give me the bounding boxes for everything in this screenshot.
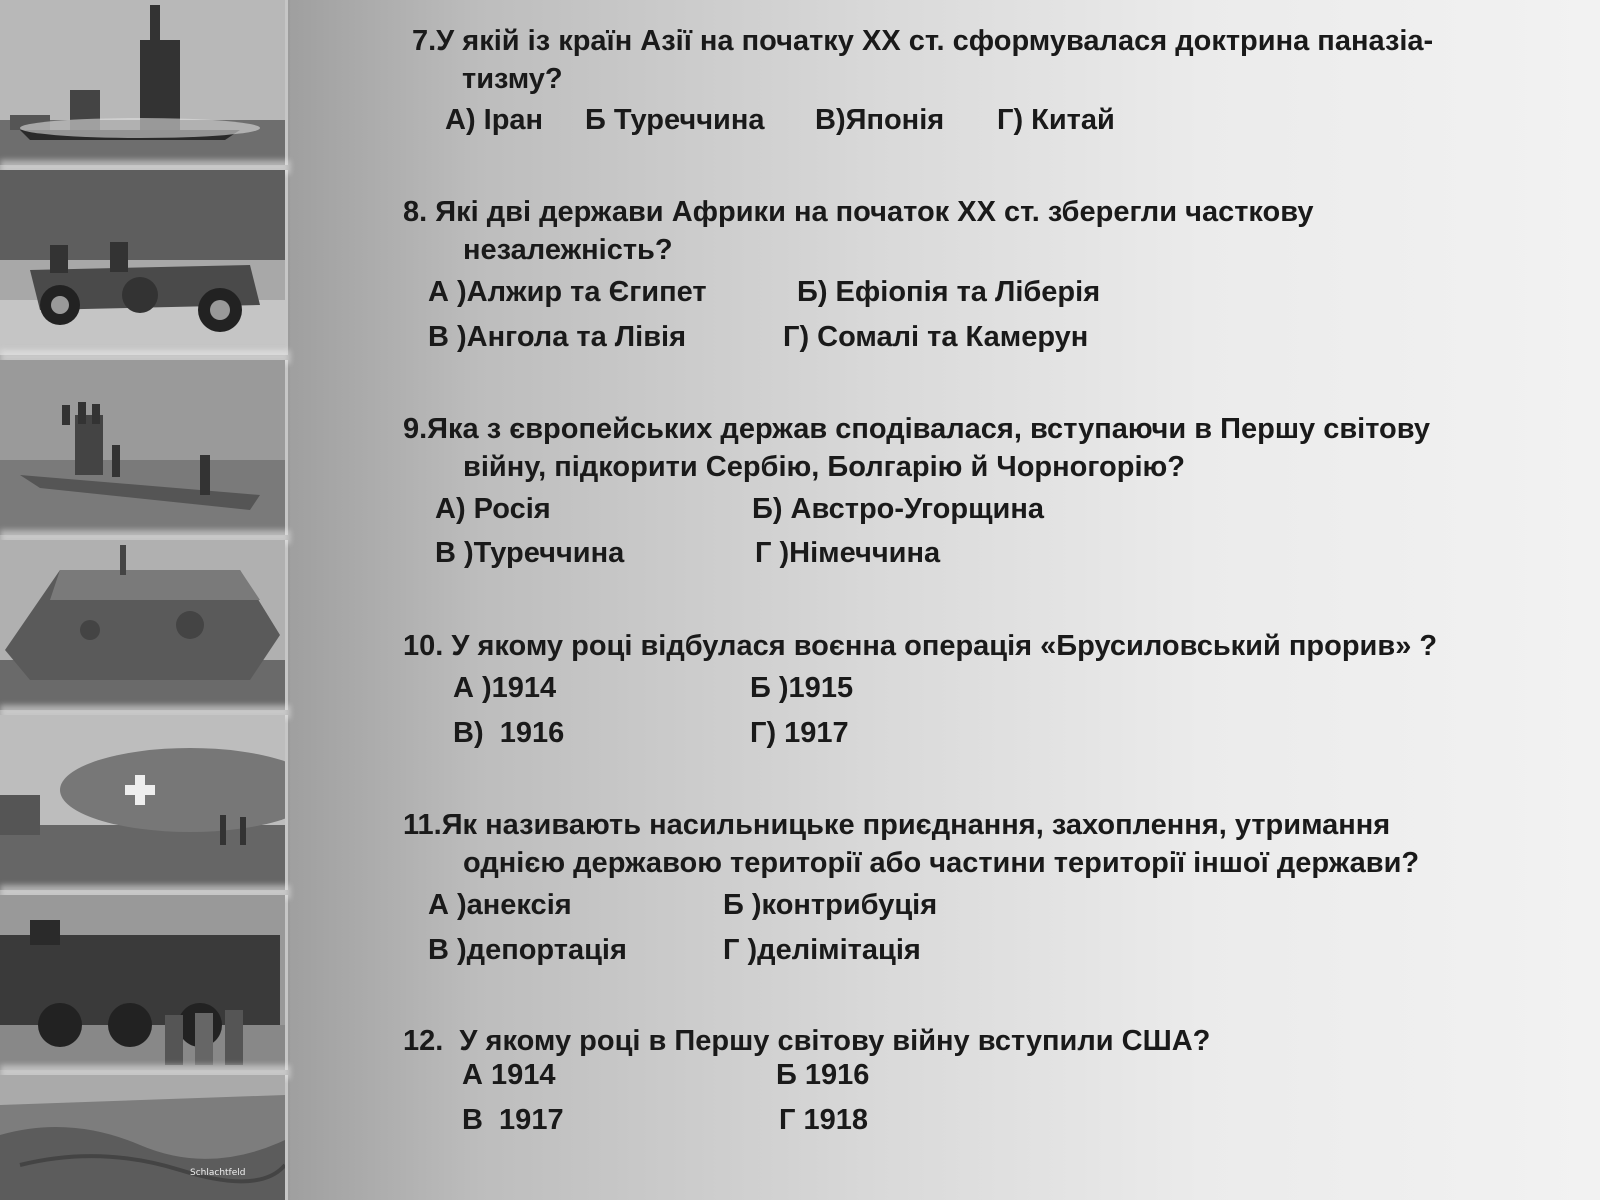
answer-option-c[interactable]: В)Японія: [815, 104, 945, 136]
question-7-line2: тизму?: [462, 63, 563, 95]
question-9-line2: війну, підкорити Сербію, Болгарію й Чорногорію?: [463, 451, 1186, 483]
answer-option-a[interactable]: А )Алжир та Єгипет: [428, 276, 707, 308]
question-12: [400, 1022, 1580, 1150]
answer-option-c[interactable]: В )депортація: [428, 934, 627, 966]
answer-option-c[interactable]: В )Туреччина: [435, 537, 625, 569]
car-photo: [0, 170, 288, 355]
answer-option-c[interactable]: В) 1916: [453, 717, 565, 749]
question-9: [400, 410, 1580, 576]
quiz-content: [400, 20, 1580, 1180]
question-10-line1: 10. У якому році відбулася воєнна операція «Брусиловський прорив» ?: [403, 630, 1438, 662]
answer-option-a[interactable]: А) Іран: [445, 104, 544, 136]
photo-sidebar: [0, 0, 290, 1200]
question-11-options: [400, 882, 1580, 972]
answer-option-b[interactable]: Б )1915: [750, 672, 854, 704]
answer-option-b[interactable]: Б 1916: [776, 1059, 870, 1091]
question-7: [400, 22, 1580, 142]
answer-option-a[interactable]: А) Росія: [435, 493, 551, 525]
question-8-line2: незалежність?: [463, 234, 673, 266]
question-11-line2: однією державою території або частини території іншої держави?: [463, 847, 1420, 879]
answer-option-b[interactable]: Б )контрибуція: [723, 889, 938, 921]
answer-option-c[interactable]: В )Ангола та Лівія: [428, 321, 687, 353]
answer-option-b[interactable]: Б) Австро-Угорщина: [752, 493, 1045, 525]
question-7-line1: 7.У якій із країн Азії на початку XX ст. сформувалася доктрина паназіа-: [412, 25, 1434, 57]
answer-option-b[interactable]: Б) Ефіопія та Ліберія: [797, 276, 1101, 308]
question-7-options: [400, 98, 1580, 142]
question-10: [400, 627, 1580, 755]
answer-option-c[interactable]: В 1917: [462, 1104, 564, 1136]
answer-option-d[interactable]: Г )Німеччина: [755, 537, 941, 569]
answer-option-a[interactable]: А )1914: [453, 672, 557, 704]
answer-option-a[interactable]: А )анексія: [428, 889, 572, 921]
question-10-options: [400, 665, 1580, 755]
question-8-options: [400, 269, 1580, 359]
question-8-line1: 8. Які дві держави Африки на початок XX ст. зберегли часткову: [403, 196, 1314, 228]
tank-photo: [0, 540, 288, 710]
question-12-options: [400, 1060, 1580, 1150]
question-9-options: [400, 486, 1580, 576]
question-11: [400, 806, 1580, 972]
submarine-photo: [0, 360, 288, 535]
answer-option-d[interactable]: Г 1918: [779, 1104, 869, 1136]
battleship-photo: [0, 0, 288, 165]
answer-option-d[interactable]: Г) 1917: [750, 717, 849, 749]
battlefield-photo: [0, 1075, 288, 1200]
question-8: [400, 193, 1580, 359]
battlefield-photo-caption: Schlachtfeld: [190, 1168, 246, 1178]
answer-option-a[interactable]: А 1914: [462, 1059, 556, 1091]
question-9-line1: 9.Яка з європейських держав сподівалася, вступаючи в Першу світову: [403, 413, 1430, 445]
answer-option-b[interactable]: Б Туреччина: [585, 104, 765, 136]
question-11-line1: 11.Як називають насильницьке приєднання, захоплення, утримання: [403, 809, 1391, 841]
answer-option-d[interactable]: Г) Китай: [997, 104, 1115, 136]
question-12-line1: 12. У якому році в Першу світову війну вступили США?: [403, 1025, 1211, 1057]
answer-option-d[interactable]: Г )делімітація: [723, 934, 921, 966]
answer-option-d[interactable]: Г) Сомалі та Камерун: [783, 321, 1089, 353]
airship-photo: [0, 715, 288, 890]
train-photo: [0, 895, 288, 1070]
